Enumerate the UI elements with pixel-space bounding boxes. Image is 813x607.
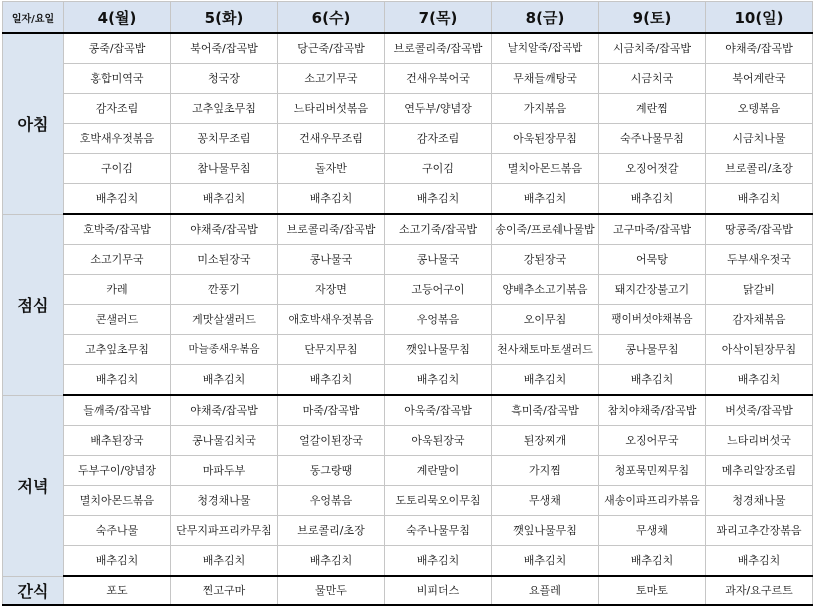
dish-cell: 두부구이/양념장 [64, 456, 171, 486]
dish-cell: 배추김치 [385, 365, 492, 396]
dish-cell: 메추리알장조림 [706, 456, 813, 486]
dish-cell: 감자채볶음 [706, 305, 813, 335]
day-header: 7(목) [385, 2, 492, 34]
dish-cell: 단무지무침 [278, 335, 385, 365]
meal-row [3, 335, 813, 365]
dish-cell: 멸치아몬드볶음 [64, 486, 171, 516]
meal-row [3, 154, 813, 184]
day-header: 9(토) [599, 2, 706, 34]
dish-cell: 팽이버섯야채볶음 [599, 305, 706, 335]
dish-cell: 오이무침 [492, 305, 599, 335]
dish-cell: 고구마죽/잡곡밥 [599, 214, 706, 245]
dish-cell: 감자조림 [64, 94, 171, 124]
dish-cell: 배추김치 [706, 546, 813, 577]
meal-label: 점심 [3, 214, 64, 395]
dish-cell: 도토리묵오이무침 [385, 486, 492, 516]
dish-cell: 새송이파프리카볶음 [599, 486, 706, 516]
meal-row [3, 395, 813, 426]
snack-cell: 과자/요구르트 [706, 576, 813, 605]
dish-cell: 깻잎나물무침 [385, 335, 492, 365]
dish-cell: 청경채나물 [171, 486, 278, 516]
dish-cell: 게맛살샐러드 [171, 305, 278, 335]
dish-cell: 배추김치 [278, 546, 385, 577]
dish-cell: 청포묵민찌무침 [599, 456, 706, 486]
dish-cell: 건새우무조림 [278, 124, 385, 154]
dish-cell: 들깨죽/잡곡밥 [64, 395, 171, 426]
dish-cell: 배추김치 [599, 546, 706, 577]
snack-row [3, 576, 813, 605]
meal-row [3, 546, 813, 577]
snack-cell: 토마토 [599, 576, 706, 605]
dish-cell: 오징어젓갈 [599, 154, 706, 184]
dish-cell: 배추김치 [64, 546, 171, 577]
dish-cell: 닭갈비 [706, 275, 813, 305]
dish-cell: 어묵탕 [599, 245, 706, 275]
meal-row [3, 33, 813, 64]
dish-cell: 배추김치 [171, 546, 278, 577]
dish-cell: 숙주나물무침 [385, 516, 492, 546]
dish-cell: 멸치아몬드볶음 [492, 154, 599, 184]
dish-cell: 브로콜리죽/잡곡밥 [385, 33, 492, 64]
dish-cell: 천사채토마토샐러드 [492, 335, 599, 365]
snack-cell: 비피더스 [385, 576, 492, 605]
dish-cell: 마늘종새우볶음 [171, 335, 278, 365]
dish-cell: 마죽/잡곡밥 [278, 395, 385, 426]
snack-label: 간식 [3, 576, 64, 605]
dish-cell: 건새우북어국 [385, 64, 492, 94]
dish-cell: 배추김치 [278, 365, 385, 396]
dish-cell: 아삭이된장무침 [706, 335, 813, 365]
dish-cell: 청경채나물 [706, 486, 813, 516]
dish-cell: 시금치죽/잡곡밥 [599, 33, 706, 64]
dish-cell: 콩죽/잡곡밥 [64, 33, 171, 64]
dish-cell: 느타리버섯국 [706, 426, 813, 456]
meal-row [3, 214, 813, 245]
dish-cell: 가지볶음 [492, 94, 599, 124]
meal-row [3, 64, 813, 94]
day-header: 6(수) [278, 2, 385, 34]
dish-cell: 단무지파프리카무침 [171, 516, 278, 546]
day-header: 8(금) [492, 2, 599, 34]
dish-cell: 소고기무국 [64, 245, 171, 275]
dish-cell: 느타리버섯볶음 [278, 94, 385, 124]
meal-row [3, 486, 813, 516]
dish-cell: 깻잎나물무침 [492, 516, 599, 546]
dish-cell: 배추김치 [385, 546, 492, 577]
dish-cell: 미소된장국 [171, 245, 278, 275]
dish-cell: 콘샐러드 [64, 305, 171, 335]
dish-cell: 참치야채죽/잡곡밥 [599, 395, 706, 426]
dish-cell: 돼지간장불고기 [599, 275, 706, 305]
dish-cell: 콩나물김치국 [171, 426, 278, 456]
dish-cell: 계란찜 [599, 94, 706, 124]
dish-cell: 시금치국 [599, 64, 706, 94]
dish-cell: 고추잎초무침 [171, 94, 278, 124]
dish-cell: 숙주나물 [64, 516, 171, 546]
dish-cell: 콩나물국 [278, 245, 385, 275]
dish-cell: 오징어무국 [599, 426, 706, 456]
dish-cell: 배추김치 [278, 184, 385, 215]
dish-cell: 콩나물국 [385, 245, 492, 275]
dish-cell: 아욱죽/잡곡밥 [385, 395, 492, 426]
dish-cell: 꽁치무조림 [171, 124, 278, 154]
meal-row [3, 275, 813, 305]
dish-cell: 꽈리고추간장볶음 [706, 516, 813, 546]
dish-cell: 당근죽/잡곡밥 [278, 33, 385, 64]
dish-cell: 마파두부 [171, 456, 278, 486]
dish-cell: 야채죽/잡곡밥 [706, 33, 813, 64]
dish-cell: 고추잎초무침 [64, 335, 171, 365]
dish-cell: 구이김 [64, 154, 171, 184]
dish-cell: 애호박새우젓볶음 [278, 305, 385, 335]
meal-row [3, 456, 813, 486]
dish-cell: 북어죽/잡곡밥 [171, 33, 278, 64]
dish-cell: 된장찌개 [492, 426, 599, 456]
dish-cell: 배추김치 [706, 365, 813, 396]
dish-cell: 양배추소고기볶음 [492, 275, 599, 305]
dish-cell: 계란말이 [385, 456, 492, 486]
snack-cell: 찐고구마 [171, 576, 278, 605]
dish-cell: 땅콩죽/잡곡밥 [706, 214, 813, 245]
meal-row [3, 94, 813, 124]
dish-cell: 시금치나물 [706, 124, 813, 154]
dish-cell: 홍합미역국 [64, 64, 171, 94]
meal-row [3, 365, 813, 396]
meal-row [3, 305, 813, 335]
dish-cell: 야채죽/잡곡밥 [171, 214, 278, 245]
dish-cell: 참나물무침 [171, 154, 278, 184]
dish-cell: 배추김치 [64, 184, 171, 215]
dish-cell: 배추김치 [171, 365, 278, 396]
dish-cell: 배추된장국 [64, 426, 171, 456]
dish-cell: 우엉볶음 [278, 486, 385, 516]
dish-cell: 배추김치 [385, 184, 492, 215]
dish-cell: 깐풍기 [171, 275, 278, 305]
dish-cell: 배추김치 [492, 365, 599, 396]
dish-cell: 고등어구이 [385, 275, 492, 305]
dish-cell: 카레 [64, 275, 171, 305]
dish-cell: 감자조림 [385, 124, 492, 154]
dish-cell: 버섯죽/잡곡밥 [706, 395, 813, 426]
dish-cell: 호박새우젓볶음 [64, 124, 171, 154]
dish-cell: 송이죽/프로쉐나물밥 [492, 214, 599, 245]
day-header: 5(화) [171, 2, 278, 34]
meal-row [3, 516, 813, 546]
dish-cell: 배추김치 [64, 365, 171, 396]
dish-cell: 가지찜 [492, 456, 599, 486]
dish-cell: 브로콜리/초장 [278, 516, 385, 546]
dish-cell: 소고기죽/잡곡밥 [385, 214, 492, 245]
dish-cell: 동그랑땡 [278, 456, 385, 486]
dish-cell: 콩나물무침 [599, 335, 706, 365]
dish-cell: 배추김치 [599, 184, 706, 215]
dish-cell: 강된장국 [492, 245, 599, 275]
dish-cell: 배추김치 [492, 184, 599, 215]
meal-row [3, 124, 813, 154]
dish-cell: 배추김치 [706, 184, 813, 215]
dish-cell: 무생채 [599, 516, 706, 546]
snack-cell: 물만두 [278, 576, 385, 605]
dish-cell: 얼갈이된장국 [278, 426, 385, 456]
snack-cell: 포도 [64, 576, 171, 605]
meal-row [3, 426, 813, 456]
dish-cell: 브로콜리죽/잡곡밥 [278, 214, 385, 245]
dish-cell: 브로콜리/초장 [706, 154, 813, 184]
day-header: 10(일) [706, 2, 813, 34]
dish-cell: 자장면 [278, 275, 385, 305]
dish-cell: 배추김치 [492, 546, 599, 577]
meal-row [3, 184, 813, 215]
snack-cell: 요플레 [492, 576, 599, 605]
dish-cell: 오뎅볶음 [706, 94, 813, 124]
dish-cell: 배추김치 [599, 365, 706, 396]
header-row [3, 2, 813, 34]
dish-cell: 배추김치 [171, 184, 278, 215]
dish-cell: 북어계란국 [706, 64, 813, 94]
menu-body [3, 33, 813, 605]
dish-cell: 청국장 [171, 64, 278, 94]
weekly-meal-table [2, 1, 813, 606]
dish-cell: 아욱된장무침 [492, 124, 599, 154]
dish-cell: 구이김 [385, 154, 492, 184]
corner-header: 일자/요일 [3, 2, 64, 34]
day-header: 4(월) [64, 2, 171, 34]
dish-cell: 무채들깨탕국 [492, 64, 599, 94]
dish-cell: 소고기무국 [278, 64, 385, 94]
dish-cell: 연두부/양념장 [385, 94, 492, 124]
dish-cell: 우엉볶음 [385, 305, 492, 335]
dish-cell: 흑미죽/잡곡밥 [492, 395, 599, 426]
meal-row [3, 245, 813, 275]
meal-label: 아침 [3, 33, 64, 214]
dish-cell: 무생채 [492, 486, 599, 516]
dish-cell: 아욱된장국 [385, 426, 492, 456]
dish-cell: 돌자반 [278, 154, 385, 184]
dish-cell: 숙주나물무침 [599, 124, 706, 154]
dish-cell: 호박죽/잡곡밥 [64, 214, 171, 245]
meal-label: 저녁 [3, 395, 64, 576]
dish-cell: 두부새우젓국 [706, 245, 813, 275]
dish-cell: 날치알죽/잡곡밥 [492, 33, 599, 64]
dish-cell: 야채죽/잡곡밥 [171, 395, 278, 426]
